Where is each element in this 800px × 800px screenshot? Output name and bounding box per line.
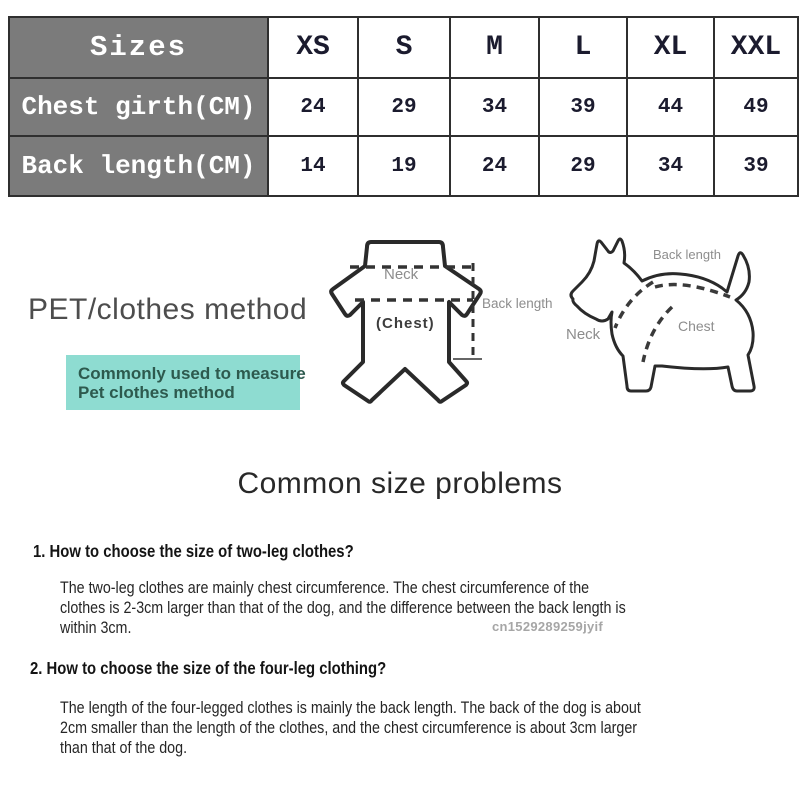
pet-method-title: PET/clothes method bbox=[28, 293, 308, 326]
chest-girth-value: 44 bbox=[627, 78, 714, 136]
paragraph-line: The length of the four-legged clothes is mainly the back length. The back of the dog is about bbox=[60, 698, 641, 717]
faq-question-1: 1. How to choose the size of two-leg clothes? bbox=[33, 541, 354, 561]
chest-girth-value: 39 bbox=[539, 78, 627, 136]
dog-chest-label: Chest bbox=[678, 318, 715, 334]
size-column-header-s: S bbox=[358, 17, 450, 78]
paragraph-line: within 3cm. bbox=[60, 618, 132, 637]
table-header-row bbox=[9, 17, 798, 78]
size-column-header-l: L bbox=[539, 17, 627, 78]
measure-note-line1: Commonly used to measure bbox=[78, 364, 306, 383]
table-row-chest-girth bbox=[9, 78, 798, 136]
garment-neck-label: Neck bbox=[384, 266, 419, 283]
back-length-value: 34 bbox=[627, 136, 714, 196]
faq-heading: Common size problems bbox=[237, 467, 563, 500]
seller-watermark: cn1529289259jyif bbox=[492, 619, 604, 634]
chest-girth-value: 29 bbox=[358, 78, 450, 136]
row-label-back-length: Back length(CM) bbox=[9, 136, 268, 196]
chest-girth-value: 24 bbox=[268, 78, 358, 136]
chest-girth-value: 34 bbox=[450, 78, 539, 136]
chest-girth-value: 49 bbox=[714, 78, 798, 136]
garment-back-length-label: Back length bbox=[482, 296, 553, 311]
size-column-header-m: M bbox=[450, 17, 539, 78]
measure-note-line2: Pet clothes method bbox=[78, 383, 235, 402]
back-length-value: 24 bbox=[450, 136, 539, 196]
back-length-value: 19 bbox=[358, 136, 450, 196]
size-table bbox=[8, 16, 799, 197]
paragraph-line: than that of the dog. bbox=[60, 738, 188, 757]
size-column-header-xs: XS bbox=[268, 17, 358, 78]
table-row-back-length bbox=[9, 136, 798, 196]
garment-chest-label: (Chest) bbox=[376, 315, 435, 332]
back-length-value: 39 bbox=[714, 136, 798, 196]
paragraph-line: clothes is 2-3cm larger than that of the dog, and the difference between the back length is bbox=[60, 598, 626, 617]
paragraph-line: The two-leg clothes are mainly chest circumference. The chest circumference of the bbox=[60, 578, 590, 597]
dog-neck-label: Neck bbox=[566, 326, 601, 343]
faq-question-2: 2. How to choose the size of the four-leg clothing? bbox=[30, 658, 387, 678]
back-length-value: 29 bbox=[539, 136, 627, 196]
size-column-header-xxl: XXL bbox=[714, 17, 798, 78]
back-length-value: 14 bbox=[268, 136, 358, 196]
table-corner-cell: Sizes bbox=[9, 17, 268, 78]
dog-back-length-label: Back length bbox=[653, 247, 721, 262]
faq-paragraph-2 bbox=[60, 698, 641, 758]
size-column-header-xl: XL bbox=[627, 17, 714, 78]
row-label-chest-girth: Chest girth(CM) bbox=[9, 78, 268, 136]
measure-note-box bbox=[66, 355, 306, 410]
paragraph-line: 2cm smaller than the length of the clothes, and the chest circumference is about 3cm larger bbox=[60, 718, 638, 737]
